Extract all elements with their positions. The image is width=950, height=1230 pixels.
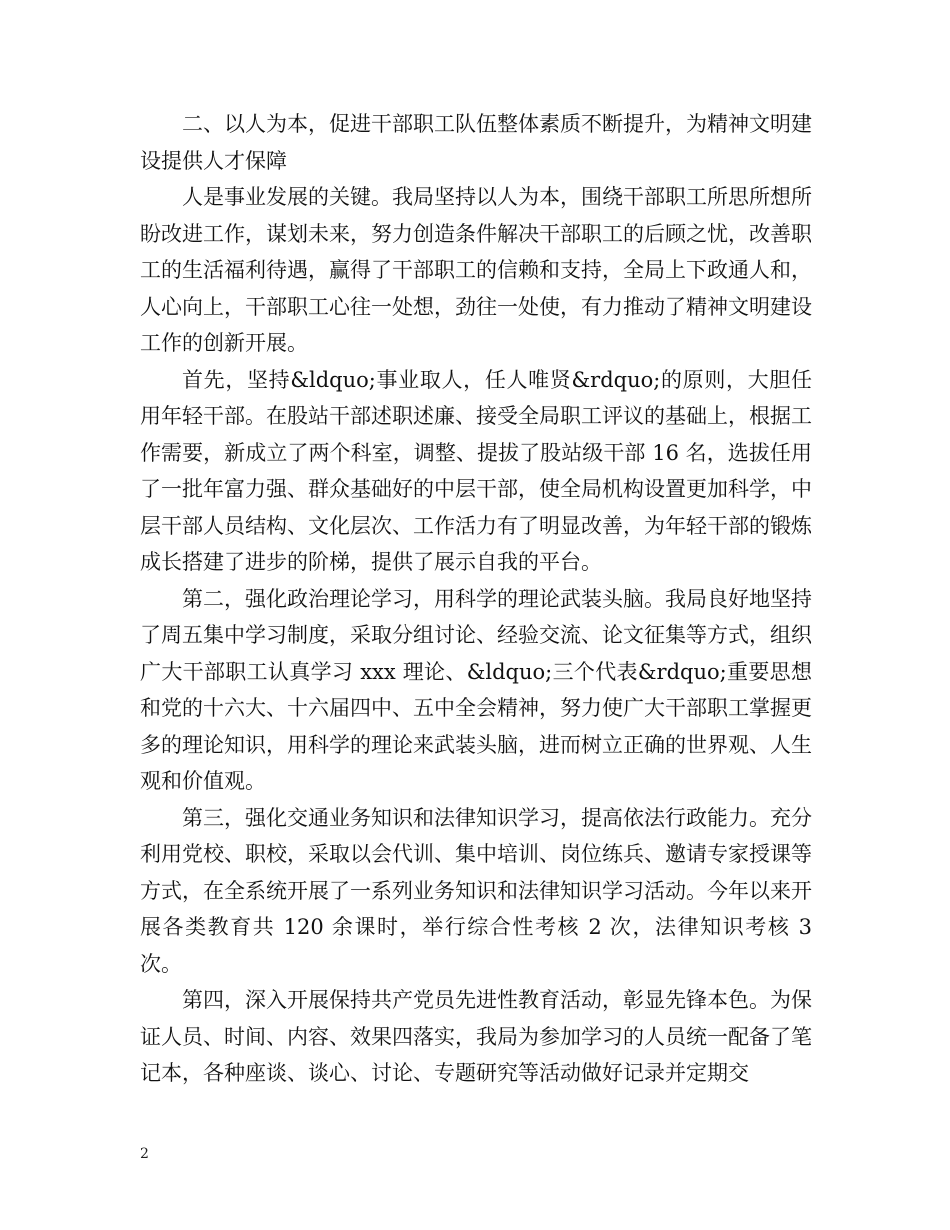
body-paragraph: 第三，强化交通业务知识和法律知识学习，提高依法行政能力。充分利用党校、职校，采取以会代训、集中培训、岗位练兵、邀请专家授课等方式，在全系统开展了一系列业务知识和法律知识学习活动。今年以来开展各类教育共 120 余课时，举行综合性考核 2 次，法律知识考核 3 次。 — [140, 805, 812, 976]
body-paragraph: 第二，强化政治理论学习，用科学的理论武装头脑。我局良好地坚持了周五集中学习制度，采取分组讨论、经验交流、论文征集等方式，组织广大干部职工认真学习 xxx 理论、&ldquo;三个代表&rdquo;重要思想和党的十六大、十六届四中、五中全会精神，努力使广大干部职工掌握更多的理论知识，用科学的理论来武装头脑，进而树立正确的世界观、人生观和价值观。 — [140, 586, 812, 793]
body-paragraph: 首先，坚持&ldquo;事业取人，任人唯贤&rdquo;的原则，大胆任用年轻干部。在股站干部述职述廉、接受全局职工评议的基础上，根据工作需要，新成立了两个科室，调整、提拔了股站级干部 16 名，选拔任用了一批年富力强、群众基础好的中层干部，使全局机构设置更加科学，中层干部人员结构、文化层次、工作活力有了明显改善，为年轻干部的锻炼成长搭建了进步的阶梯，提供了展示自我的平台。 — [140, 367, 812, 574]
body-paragraph: 人是事业发展的关键。我局坚持以人为本，围绕干部职工所思所想所盼改进工作，谋划未来，努力创造条件解决干部职工的后顾之忧，改善职工的生活福利待遇，赢得了干部职工的信赖和支持，全局上下政通人和，人心向上，干部职工心往一处想，劲往一处使，有力推动了精神文明建设工作的创新开展。 — [140, 185, 812, 355]
body-paragraph: 第四，深入开展保持共产党员先进性教育活动，彰显先锋本色。为保证人员、时间、内容、效果四落实，我局为参加学习的人员统一配备了笔记本，各种座谈、谈心、讨论、专题研究等活动做好记录并定期交 — [140, 988, 812, 1085]
document-body — [140, 106, 812, 1092]
section-heading: 二、以人为本，促进干部职工队伍整体素质不断提升，为精神文明建设提供人才保障 — [140, 112, 812, 173]
page-number: 2 — [140, 1146, 149, 1162]
